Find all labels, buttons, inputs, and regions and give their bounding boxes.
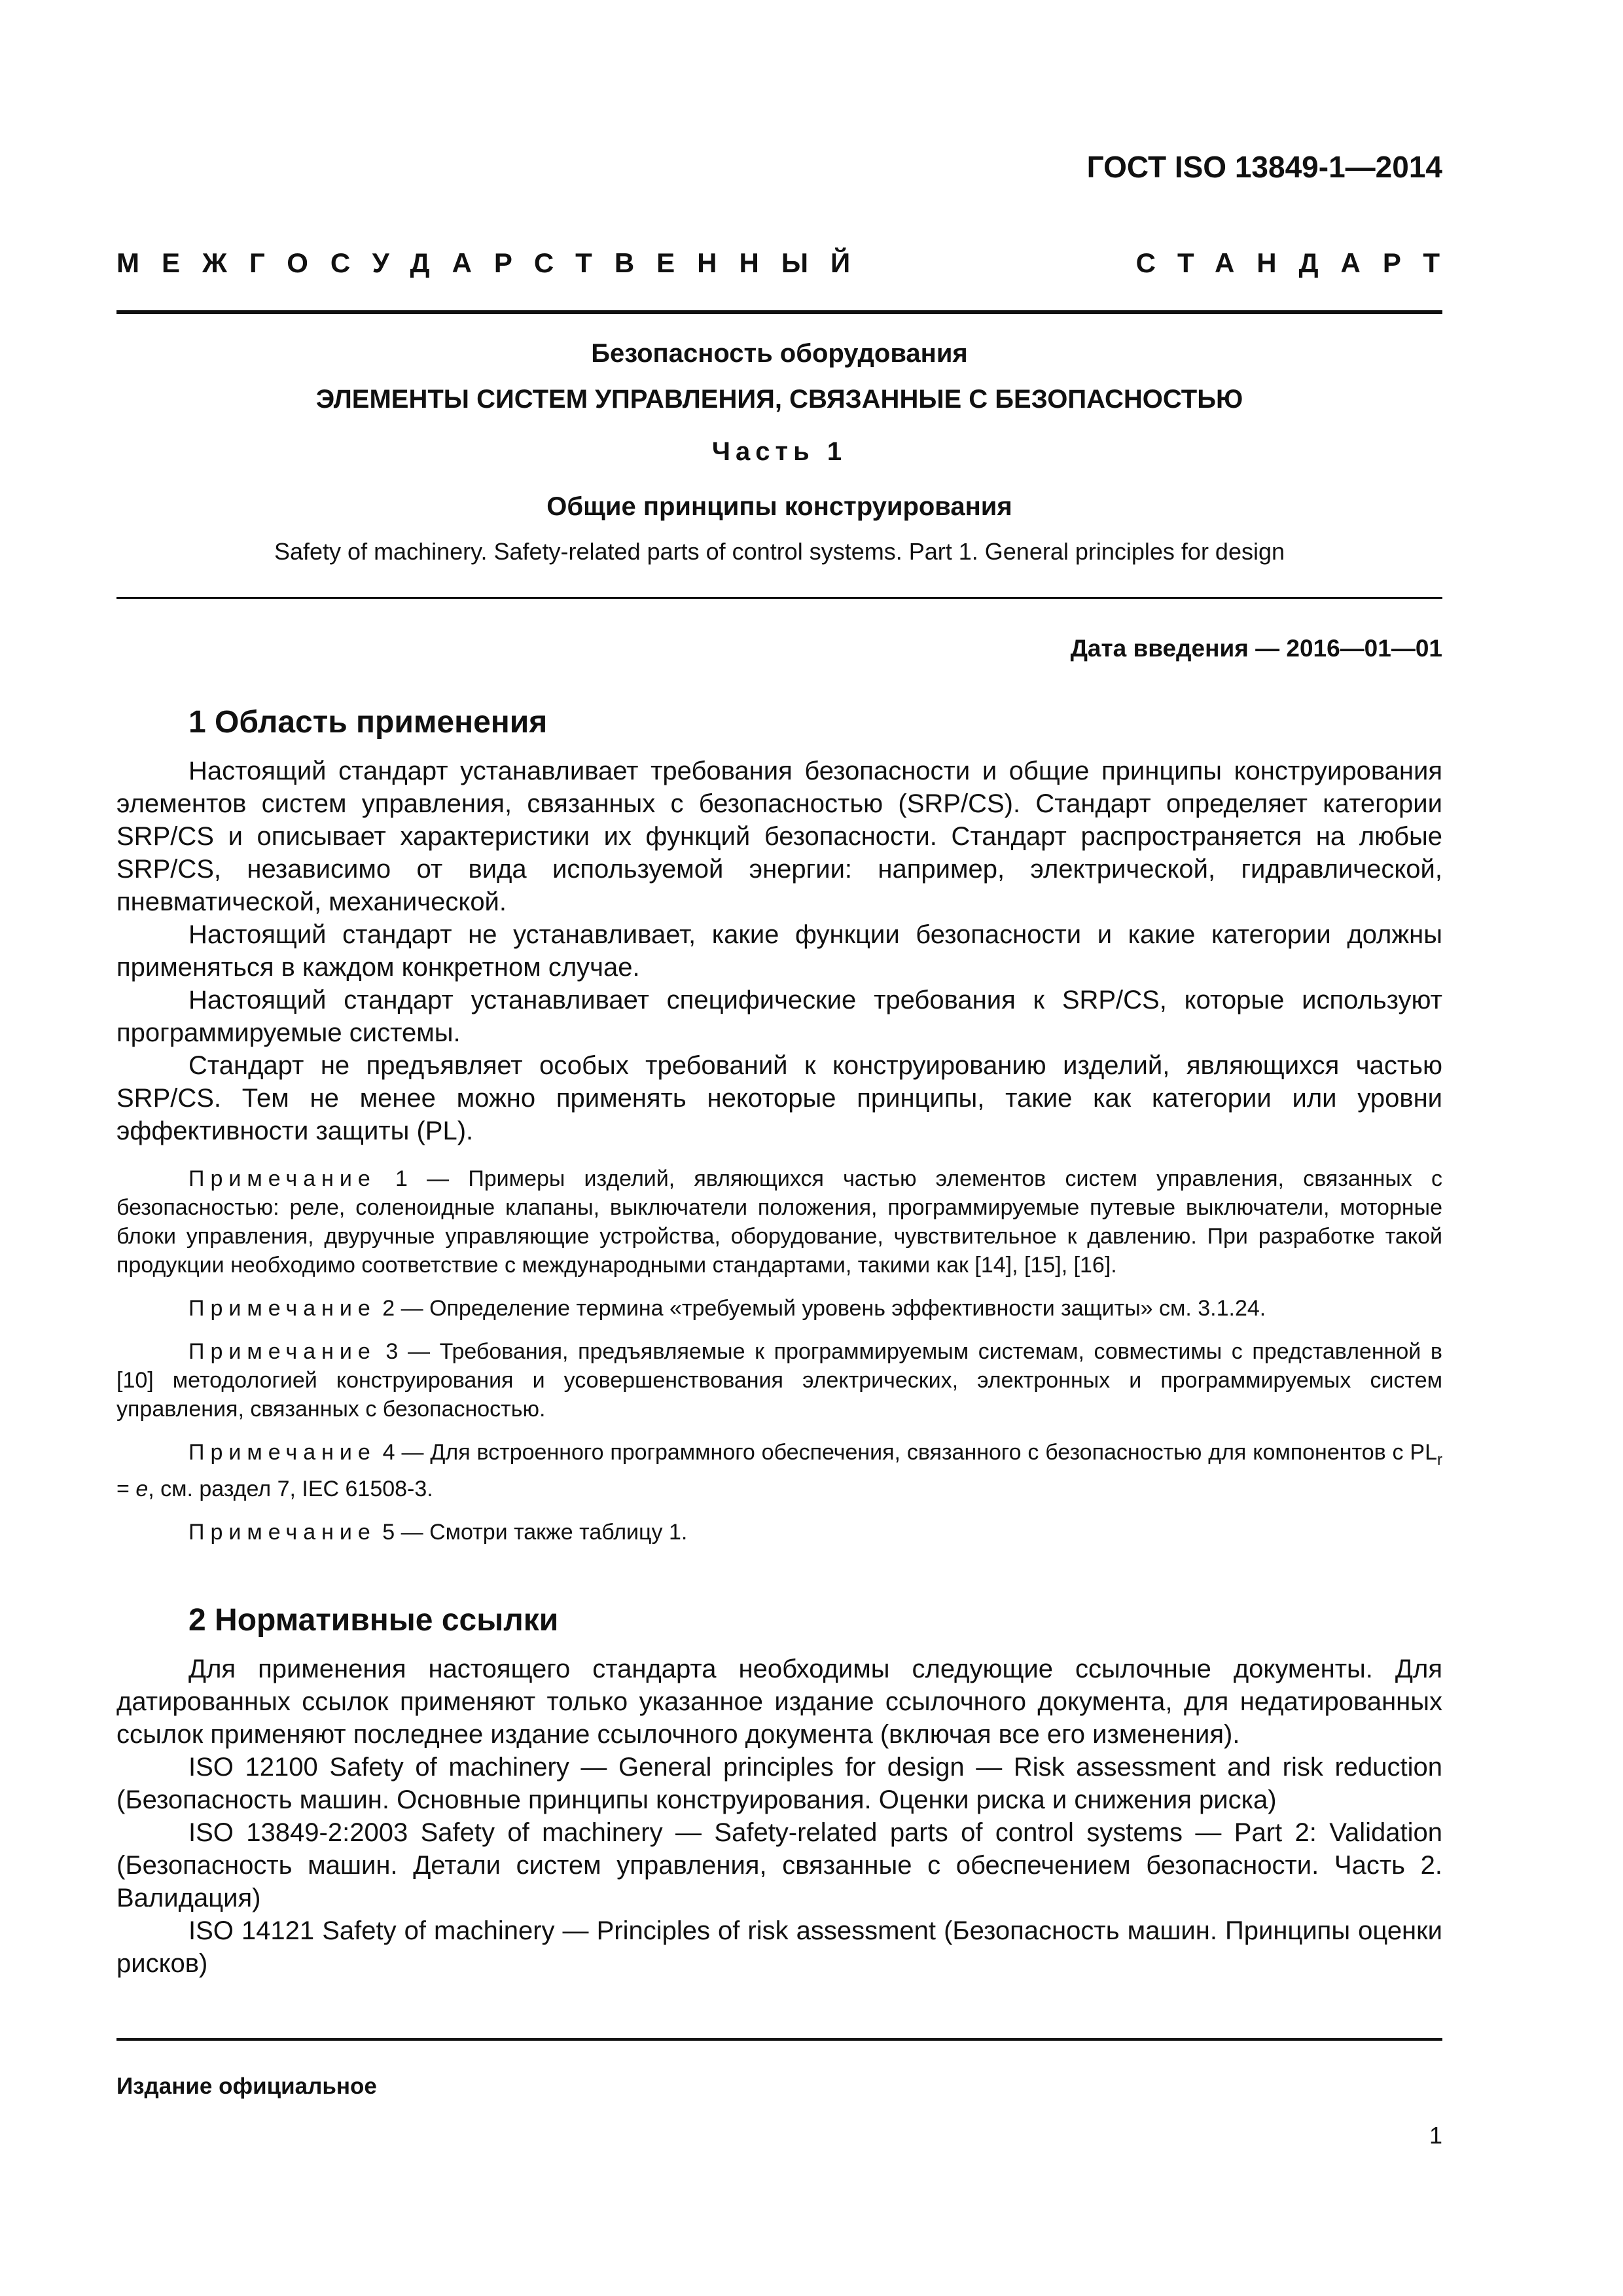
note-number: 2 [382, 1296, 395, 1321]
title-part: Часть 1 [711, 437, 847, 466]
note-number: 1 [395, 1166, 408, 1191]
document-code: ГОСТ ISO 13849-1—2014 [1086, 150, 1442, 184]
note-1 [116, 1164, 1442, 1280]
note-number: 4 [382, 1440, 395, 1465]
note-label: Примечание [188, 1339, 376, 1364]
note-4 [116, 1438, 1442, 1503]
footer-divider [116, 2038, 1442, 2041]
note-label: Примечание [188, 1519, 376, 1545]
title-line-2: ЭЛЕМЕНТЫ СИСТЕМ УПРАВЛЕНИЯ, СВЯЗАННЫЕ С БЕЗОПАСНОСТЬЮ [315, 385, 1243, 414]
section-1-paragraph: Настоящий стандарт не устанавливает, какие функции безопасности и какие категории должны применяться в каждом конкретном случае. [116, 920, 1442, 982]
standard-type: МЕЖГОСУДАРСТВЕННЫЙ СТАНДАРТ [116, 247, 1462, 278]
note-number: 5 [382, 1519, 395, 1545]
note-number: 3 [385, 1339, 399, 1364]
note-label: Примечание [188, 1166, 376, 1191]
section-2-paragraph: Для применения настоящего стандарта необходимы следующие ссылочные документы. Для датированных ссылок применяют только указанное издание ссылочного документа, для недатированных ссылок применяют последнее издание ссылочного документа (включая все его изменения). [116, 1655, 1442, 1749]
title-line-1: Безопасность оборудования [591, 339, 968, 368]
section-1-paragraph: Настоящий стандарт устанавливает требования безопасности и общие принципы конструирования элементов систем управления, связанных с безопасностью (SRP/CS). Стандарт определяет категории SRP/CS и описывает характеристики их функций безопасности. Стандарт распространяется на любые SRP/CS, независимо от вида используемой энергии: например, электрической, гидравлической, пневматической, механической. [116, 757, 1442, 916]
note-3 [116, 1337, 1442, 1424]
edition-label: Издание официальное [116, 2073, 377, 2099]
note-text: — Смотри также таблицу 1. [401, 1519, 688, 1545]
section-1-paragraph: Настоящий стандарт устанавливает специфические требования к SRP/CS, которые используют программируемые системы. [116, 986, 1442, 1047]
title-english: Safety of machinery. Safety-related parts of control systems. Part 1. General principles for design [274, 538, 1285, 565]
note-text: — Примеры изделий, являющихся частью элементов систем управления, связанных с безопасностью: реле, соленоидные клапаны, выключатели положения, программируемые путевые выключатели, моторные блоки управления, двуручные управляющие устройства, оборудование, чувствительное к давлению. При разработке такой продукции необходимо соответствие с международными стандартами, такими как [14], [15], [16]. [116, 1166, 1442, 1278]
reference-item: ISO 13849-2:2003 Safety of machinery — Safety-related parts of control systems — Part 2: Validation (Безопасность машин. Детали систем управления, связанные с обеспечением безопасности. Часть 2. Валидация) [116, 1818, 1442, 1912]
note-5 [116, 1518, 1442, 1547]
intro-date: Дата введения — 2016—01—01 [1070, 635, 1442, 662]
note-subscript: r [1437, 1450, 1442, 1469]
note-text: = [116, 1476, 136, 1501]
note-2 [116, 1294, 1442, 1323]
note-variable: e [135, 1476, 149, 1501]
note-text: — Определение термина «требуемый уровень эффективности защиты» см. 3.1.24. [401, 1296, 1266, 1321]
note-label: Примечание [188, 1296, 376, 1321]
title-divider [116, 597, 1442, 599]
top-divider [116, 310, 1442, 314]
section-2-heading: 2 Нормативные ссылки [188, 1603, 559, 1638]
section-2 [116, 1602, 1442, 1980]
page-number: 1 [1429, 2122, 1442, 2149]
section-1-heading: 1 Область применения [188, 705, 548, 740]
reference-item: ISO 14121 Safety of machinery — Principles of risk assessment (Безопасность машин. Принципы оценки рисков) [116, 1916, 1442, 1978]
note-label: Примечание [188, 1440, 376, 1465]
note-text: , см. раздел 7, IEC 61508-3. [148, 1476, 433, 1501]
section-1 [116, 704, 1442, 1547]
section-1-paragraph: Стандарт не предъявляет особых требований к конструированию изделий, являющихся частью SRP/CS. Тем не менее можно применять некоторые принципы, такие как категории или уровни эффективности защиты (PL). [116, 1051, 1442, 1145]
note-text: — Для встроенного программного обеспечения, связанного с безопасностью для компонентов с PL [401, 1440, 1437, 1465]
reference-item: ISO 12100 Safety of machinery — General principles for design — Risk assessment and risk reduction (Безопасность машин. Основные принципы конструирования. Оценки риска и снижения риска) [116, 1753, 1442, 1814]
note-text: — Требования, предъявляемые к программируемым системам, совместимы с представленной в [10] методологией конструирования и усовершенствования электрических, электронных и программируемых систем управления, связанных с безопасностью. [116, 1339, 1442, 1422]
title-subtitle: Общие принципы конструирования [546, 492, 1012, 521]
